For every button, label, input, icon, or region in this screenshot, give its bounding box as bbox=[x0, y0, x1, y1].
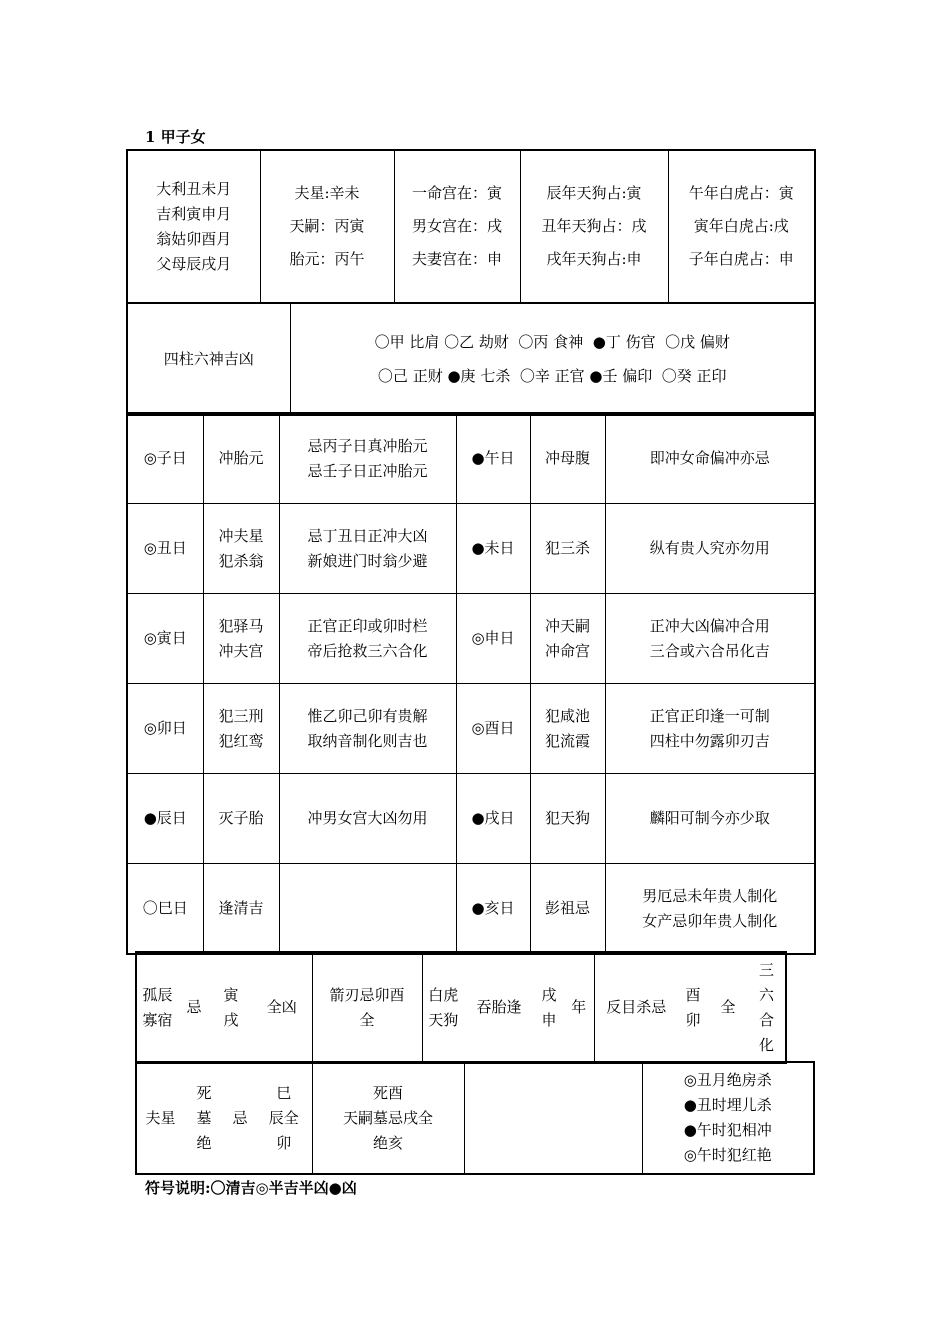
day-note-line: 麟阳可制今亦少取 bbox=[649, 809, 770, 827]
day-clash bbox=[530, 774, 605, 864]
day-note-line: 忌壬子日正冲胎元 bbox=[307, 461, 428, 480]
symbol-legend: 符号说明:〇清吉◎半吉半凶●凶 bbox=[145, 1179, 357, 1197]
day-clash bbox=[203, 504, 279, 594]
day-clash-line: 彭祖忌 bbox=[544, 899, 590, 917]
day-note-line: 取纳音制化则吉也 bbox=[307, 731, 428, 750]
day-row bbox=[127, 413, 815, 504]
heir-star-line: 天嗣墓忌戌全 bbox=[342, 1108, 433, 1127]
day-note-line: 女产忌卯年贵人制化 bbox=[642, 911, 778, 930]
day-clash-line: 犯驿马 bbox=[218, 616, 264, 635]
day-clash-line: 犯天狗 bbox=[544, 809, 590, 827]
lucky-month-line: 翁姑卯酉月 bbox=[156, 229, 232, 248]
day-clash bbox=[203, 774, 279, 864]
death-tomb-cut-char: 死 bbox=[196, 1083, 212, 1102]
six-gods-line: 〇己 正财 ●庚 七杀 〇辛 正官 ●壬 偏印 〇癸 正印 bbox=[377, 367, 727, 385]
lucky-month-line: 吉利寅申月 bbox=[156, 204, 232, 223]
arrow-blade bbox=[312, 952, 422, 1063]
day-clash-line: 冲命宫 bbox=[544, 641, 590, 660]
day-note-line: 忌丁丑日正冲大凶 bbox=[307, 526, 428, 545]
day-note bbox=[279, 684, 456, 774]
harmony-char: 化 bbox=[758, 1035, 774, 1054]
day-note-line: 帝后抢救三六合化 bbox=[307, 641, 428, 660]
day-note bbox=[279, 504, 456, 594]
day-clash bbox=[203, 594, 279, 684]
month-hour-taboo-line: ◎丑月绝房杀 bbox=[683, 1071, 772, 1089]
avoid-label: 忌 bbox=[178, 952, 210, 1063]
branch-pair bbox=[210, 952, 252, 1063]
reverse-eye-branches bbox=[678, 952, 708, 1063]
palace-line: 夫妻宫在：申 bbox=[411, 250, 502, 268]
day-label: ●戌日 bbox=[456, 774, 530, 864]
white-tiger-info bbox=[668, 150, 815, 303]
day-note-line: 四柱中勿露卯刃吉 bbox=[649, 731, 770, 750]
lonely-widow-line: 孤辰 bbox=[142, 985, 173, 1004]
sky-dog-line: 辰年天狗占:寅 bbox=[546, 184, 642, 202]
day-note-line: 忌丙子日真冲胎元 bbox=[307, 436, 428, 455]
heir-star-line: 绝亥 bbox=[372, 1133, 403, 1152]
day-row bbox=[127, 594, 815, 684]
sky-dog-line: 丑年天狗占：戌 bbox=[541, 217, 647, 235]
lucky-months bbox=[127, 150, 260, 303]
day-clash-line: 犯咸池 bbox=[544, 706, 590, 725]
arrow-blade-line: 箭刃忌卯酉 bbox=[329, 985, 405, 1004]
header-table bbox=[126, 149, 816, 304]
day-note bbox=[605, 504, 815, 594]
day-label: ◎卯日 bbox=[127, 684, 203, 774]
day-label: ◎丑日 bbox=[127, 504, 203, 594]
day-clash-line: 逢清吉 bbox=[218, 899, 264, 917]
lucky-month-line: 父母辰戌月 bbox=[156, 254, 232, 273]
arrow-blade-line: 全 bbox=[359, 1010, 375, 1029]
day-row bbox=[127, 504, 815, 594]
day-note bbox=[605, 413, 815, 504]
death-tomb-cut-char: 墓 bbox=[196, 1108, 212, 1127]
day-clash bbox=[203, 413, 279, 504]
day-clash-line: 冲胎元 bbox=[218, 449, 264, 467]
day-label: ●未日 bbox=[456, 504, 530, 594]
day-label: ◎寅日 bbox=[127, 594, 203, 684]
avoid-label: 忌 bbox=[224, 1062, 256, 1174]
taboo-table-b bbox=[135, 1061, 815, 1175]
three-six-harmony bbox=[748, 952, 786, 1063]
day-note bbox=[605, 684, 815, 774]
days-table bbox=[126, 412, 816, 955]
husband-star-label: 夫星 bbox=[136, 1062, 184, 1174]
reverse-eye-branch-line: 酉 bbox=[685, 985, 701, 1004]
husband-star-branch-line: 巳 bbox=[276, 1083, 292, 1102]
tiger-dog-line: 天狗 bbox=[428, 1010, 459, 1029]
white-tiger-line: 子年白虎占：申 bbox=[688, 250, 794, 268]
day-note-line: 纵有贵人究亦勿用 bbox=[649, 539, 770, 557]
all-bad-label: 全凶 bbox=[252, 952, 312, 1063]
star-info bbox=[260, 150, 394, 303]
year-branch-line: 戌 bbox=[541, 985, 557, 1004]
lonely-widow bbox=[136, 952, 178, 1063]
day-note-line: 即冲女命偏冲亦忌 bbox=[649, 449, 770, 467]
day-clash-line: 冲天嗣 bbox=[544, 616, 590, 635]
palace-line: 男女宫在：戌 bbox=[411, 217, 502, 235]
year-branch-pair bbox=[534, 952, 564, 1063]
day-note bbox=[605, 594, 815, 684]
day-note-line: 三合或六合吊化吉 bbox=[649, 641, 770, 660]
palace-line: 一命宫在：寅 bbox=[411, 184, 502, 202]
harmony-char: 六 bbox=[758, 985, 774, 1004]
day-label: 〇巳日 bbox=[127, 864, 203, 955]
day-note-line: 冲男女宫大凶勿用 bbox=[307, 809, 428, 827]
six-gods-table bbox=[126, 302, 816, 416]
day-note-line: 新娘进门时翁少避 bbox=[307, 551, 428, 570]
day-row bbox=[127, 774, 815, 864]
month-hour-taboo-line: ●丑时埋儿杀 bbox=[683, 1096, 772, 1114]
day-clash bbox=[530, 413, 605, 504]
day-clash-line: 犯流霞 bbox=[544, 731, 590, 750]
branch-line: 寅 bbox=[223, 985, 239, 1004]
day-note-line: 正官正印或卯时栏 bbox=[307, 616, 428, 635]
day-label: ●辰日 bbox=[127, 774, 203, 864]
day-clash-line: 犯红鸾 bbox=[218, 731, 264, 750]
month-hour-taboo-line: ●午时犯相冲 bbox=[683, 1121, 772, 1139]
husband-star-branch-line: 卯 bbox=[276, 1133, 292, 1152]
six-gods-label: 四柱六神吉凶 bbox=[127, 303, 290, 415]
star-line: 夫星:辛未 bbox=[294, 184, 360, 202]
day-clash-line: 犯三刑 bbox=[218, 706, 264, 725]
day-clash bbox=[530, 594, 605, 684]
branch-line: 戌 bbox=[223, 1010, 239, 1029]
star-line: 胎元：丙午 bbox=[289, 250, 365, 268]
day-note-line: 男厄忌未年贵人制化 bbox=[642, 886, 778, 905]
month-hour-taboo-line: ◎午时犯红艳 bbox=[683, 1146, 772, 1164]
day-clash-line: 冲母腹 bbox=[544, 449, 590, 467]
day-clash-line: 冲夫星 bbox=[218, 526, 264, 545]
day-row bbox=[127, 684, 815, 774]
day-label: ●午日 bbox=[456, 413, 530, 504]
palace-info bbox=[394, 150, 520, 303]
harmony-char: 三 bbox=[758, 960, 774, 979]
day-clash-line: 灭子胎 bbox=[218, 809, 264, 827]
lucky-month-line: 大利丑未月 bbox=[156, 179, 232, 198]
day-note bbox=[279, 774, 456, 864]
all-label: 全 bbox=[708, 952, 748, 1063]
day-label: ●亥日 bbox=[456, 864, 530, 955]
day-clash-line: 犯杀翁 bbox=[218, 551, 264, 570]
day-clash bbox=[530, 684, 605, 774]
star-line: 天嗣：丙寅 bbox=[289, 217, 365, 235]
death-tomb-cut-char: 绝 bbox=[196, 1133, 212, 1152]
swallow-fetus-label: 吞胎逢 bbox=[464, 952, 534, 1063]
day-note bbox=[605, 864, 815, 955]
husband-star-branches bbox=[256, 1062, 312, 1174]
day-clash bbox=[203, 864, 279, 955]
day-note-line: 正冲大凶偏冲合用 bbox=[649, 616, 770, 635]
tiger-dog-line: 白虎 bbox=[428, 985, 459, 1004]
day-note bbox=[279, 864, 456, 955]
year-label: 年 bbox=[564, 952, 594, 1063]
harmony-char: 合 bbox=[758, 1010, 774, 1029]
sky-dog-line: 戌年天狗占:申 bbox=[546, 250, 642, 268]
empty-cell bbox=[464, 1062, 642, 1174]
white-tiger-line: 寅年白虎占:戌 bbox=[693, 217, 789, 235]
reverse-eye-label: 反目杀忌 bbox=[594, 952, 678, 1063]
husband-star-branch-line: 辰全 bbox=[268, 1108, 299, 1127]
month-hour-taboos bbox=[642, 1062, 814, 1174]
taboo-table-a bbox=[135, 951, 787, 1064]
lonely-widow-line: 寡宿 bbox=[142, 1010, 173, 1029]
day-clash bbox=[530, 864, 605, 955]
six-gods-list bbox=[290, 303, 815, 415]
death-tomb-cut bbox=[184, 1062, 224, 1174]
day-label: ◎申日 bbox=[456, 594, 530, 684]
page-title: 1 甲子女 bbox=[145, 128, 206, 146]
day-note-line: 正官正印逢一可制 bbox=[649, 706, 770, 725]
tiger-dog bbox=[422, 952, 464, 1063]
day-clash-line: 犯三杀 bbox=[544, 539, 590, 557]
day-note-line: 惟乙卯己卯有贵解 bbox=[307, 706, 428, 725]
day-label: ◎酉日 bbox=[456, 684, 530, 774]
white-tiger-line: 午年白虎占：寅 bbox=[688, 184, 794, 202]
six-gods-line: 〇甲 比肩 〇乙 劫财 〇丙 食神 ●丁 伤官 〇戊 偏财 bbox=[374, 333, 730, 351]
day-label: ◎子日 bbox=[127, 413, 203, 504]
heir-star-taboo bbox=[312, 1062, 464, 1174]
heir-star-line: 死酉 bbox=[372, 1083, 403, 1102]
day-row bbox=[127, 864, 815, 955]
sky-dog-info bbox=[520, 150, 668, 303]
year-branch-line: 申 bbox=[541, 1010, 557, 1029]
day-clash bbox=[530, 504, 605, 594]
day-note bbox=[279, 594, 456, 684]
day-clash bbox=[203, 684, 279, 774]
reverse-eye-branch-line: 卯 bbox=[685, 1010, 701, 1029]
day-clash-line: 冲夫宫 bbox=[218, 641, 264, 660]
day-note bbox=[279, 413, 456, 504]
day-note bbox=[605, 774, 815, 864]
